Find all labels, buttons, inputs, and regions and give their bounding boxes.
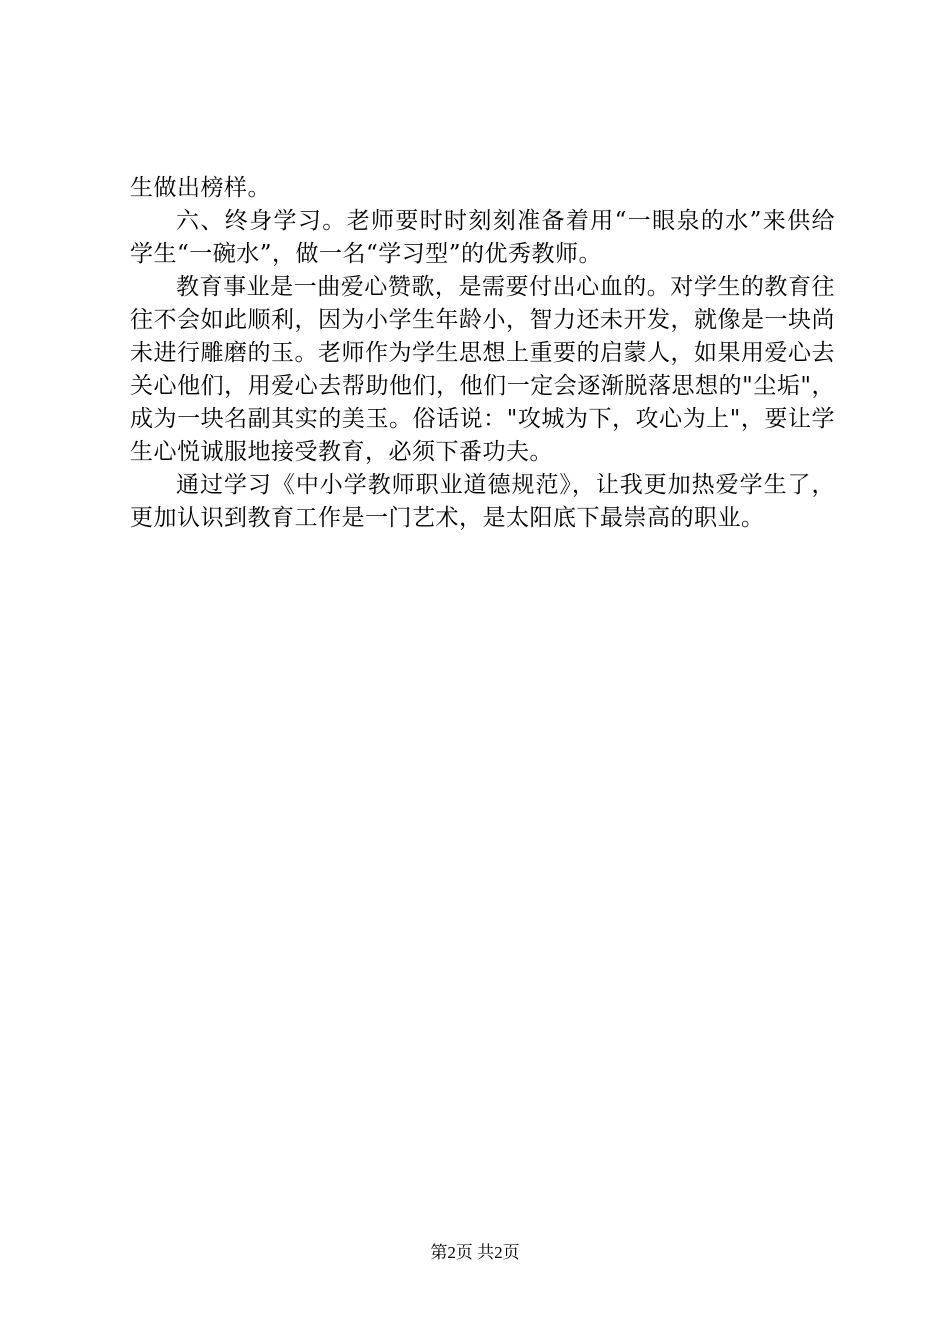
paragraph-conclusion: 通过学习《中小学教师职业道德规范》，让我更加热爱学生了，更加认识到教育工作是一门艺术，是太阳底下最崇高的职业。 [130, 472, 835, 531]
paragraph-continuation: 生做出榜样。 [130, 175, 271, 201]
paragraph-education-career: 教育事业是一曲爱心赞歌，是需要付出心血的。对学生的教育往往不会如此顺利，因为小学生年龄小，智力还未开发，就像是一块尚未进行雕磨的玉。老师作为学生思想上重要的启蒙人，如果用爱心去关心他们，用爱心去帮助他们，他们一定会逐渐脱落思想的"尘垢"，成为一块名副其实的美玉。俗话说："攻城为下，攻心为上"，要让学生心悦诚服地接受教育，必须下番功夫。 [130, 274, 835, 465]
page-footer: 第2页 共2页 [430, 1243, 520, 1262]
paragraph-lifelong-learning: 六、终身学习。老师要时时刻刻准备着用“一眼泉的水”来供给学生“一碗水”，做一名“学习型”的优秀教师。 [130, 208, 835, 267]
document-body [130, 172, 835, 535]
